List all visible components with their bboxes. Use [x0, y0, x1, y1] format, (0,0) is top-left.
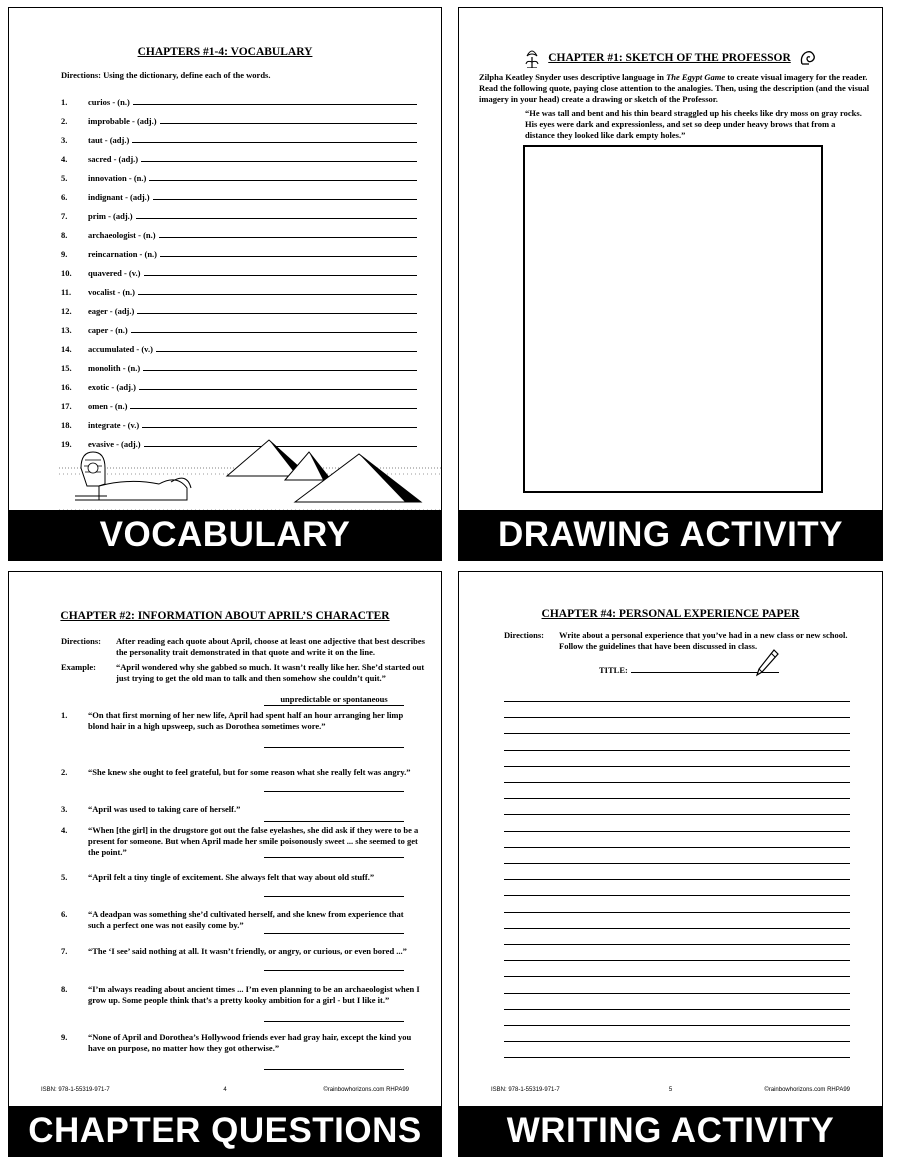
- pencil-icon: [754, 648, 780, 678]
- drawing-intro: [479, 72, 874, 105]
- vocab-item: [61, 202, 417, 221]
- questions-banner: CHAPTER QUESTIONS: [9, 1106, 441, 1156]
- writing-line[interactable]: [504, 993, 850, 994]
- vocab-item-word: exotic - (adj.): [88, 382, 136, 392]
- vocabulary-list: [61, 88, 417, 449]
- drawing-quote: “He was tall and bent and his thin beard straggled up his cheeks like dry moss on gray rocks. His eyes were dark and expressionless, and set so deep under heavy brows that from a distance they looked like dark empty holes.”: [525, 108, 862, 140]
- question-answer-line[interactable]: [264, 1021, 404, 1022]
- question-number: 2.: [61, 767, 68, 777]
- vocab-item-number: 12.: [61, 306, 72, 316]
- vocab-item-word: accumulated - (v.): [88, 344, 153, 354]
- sphinx-pyramids-illustration: [59, 438, 442, 512]
- vocabulary-page: [8, 7, 442, 561]
- question-answer-line[interactable]: [264, 970, 404, 971]
- question-quote: “I’m always reading about ancient times ... I’m even planning to be an archaeologist when I grow up. Some people think that’s a pretty kooky ambition for a girl - but I like it.”: [88, 984, 420, 1005]
- writing-line[interactable]: [504, 863, 850, 864]
- question-quote: “When [the girl] in the drugstore got out the false eyelashes, she did ask if they were to be a present for someone. But when April made her smile poisonously sweet ... she seemed to get the point.”: [88, 825, 419, 857]
- drawing-title: CHAPTER #1: SKETCH OF THE PROFESSOR: [548, 52, 791, 64]
- vocab-item: [61, 411, 417, 430]
- vocab-item-number: 4.: [61, 154, 68, 164]
- questions-page: [8, 571, 442, 1157]
- vocab-item-word: taut - (adj.): [88, 135, 130, 145]
- vocab-item-word: vocalist - (n.): [88, 287, 135, 297]
- writing-line[interactable]: [504, 701, 850, 702]
- drawing-intro-book: The Egypt Game: [666, 72, 726, 82]
- vocab-answer-line[interactable]: [131, 332, 417, 333]
- vocab-item: [61, 259, 417, 278]
- vocab-item-number: 19.: [61, 439, 72, 449]
- vocab-answer-line[interactable]: [143, 370, 417, 371]
- footer-page-number: 4: [223, 1087, 227, 1093]
- vocab-item-word: evasive - (adj.): [88, 439, 141, 449]
- question-quote: “On that first morning of her new life, April had spent half an hour arranging her limp blond hair in a high upsweep, such as Dorothea sometimes wore.”: [88, 710, 404, 731]
- questions-title: CHAPTER #2: INFORMATION ABOUT APRIL’S CHARACTER: [60, 610, 390, 622]
- vocab-item-number: 11.: [61, 287, 72, 297]
- vocab-item: [61, 183, 417, 202]
- questions-example-label: Example:: [61, 662, 96, 672]
- vocab-item-word: monolith - (n.): [88, 363, 141, 373]
- questions-footer: [41, 1087, 409, 1093]
- vocab-item-number: 5.: [61, 173, 68, 183]
- vocab-answer-line[interactable]: [153, 199, 417, 200]
- writing-line[interactable]: [504, 1025, 850, 1026]
- question-number: 6.: [61, 909, 68, 919]
- writing-line[interactable]: [504, 1041, 850, 1042]
- vocab-answer-line[interactable]: [141, 161, 417, 162]
- vocab-item: [61, 335, 417, 354]
- vocab-item-word: prim - (adj.): [88, 211, 133, 221]
- vocab-item-number: 3.: [61, 135, 68, 145]
- drawing-banner: DRAWING ACTIVITY: [459, 510, 882, 560]
- footer-page-number: 5: [668, 1087, 673, 1093]
- vocab-item: [61, 316, 417, 335]
- question-quote: “She knew she ought to feel grateful, but for some reason what she really felt was angry.”: [88, 767, 411, 777]
- writing-line[interactable]: [504, 976, 850, 977]
- vocab-item-word: omen - (n.): [88, 401, 128, 411]
- vocab-item: [61, 221, 417, 240]
- drawing-intro-b: to create visual imagery for the reader. Read the following quote, paying close attention to the analogies. Then, using the description (and the visual imagery in your head) create a drawing or sketch of the Professor.: [479, 72, 870, 104]
- vocab-answer-line[interactable]: [133, 104, 417, 105]
- vocab-item-number: 8.: [61, 230, 68, 240]
- writing-line[interactable]: [504, 717, 850, 718]
- vocab-item: [61, 145, 417, 164]
- drawing-intro-a: Zilpha Keatley Snyder uses descriptive language in: [479, 72, 667, 82]
- vocab-answer-line[interactable]: [160, 256, 417, 257]
- vocab-item-number: 14.: [61, 344, 72, 354]
- drawing-header: [459, 48, 882, 68]
- vocab-item: [61, 126, 417, 145]
- vocab-item-number: 18.: [61, 420, 72, 430]
- vocab-answer-line[interactable]: [142, 427, 417, 428]
- drawing-page: [458, 7, 883, 561]
- question-answer-line[interactable]: [264, 747, 404, 748]
- vocab-item-number: 7.: [61, 211, 68, 221]
- vocab-answer-line[interactable]: [130, 408, 417, 409]
- vocab-item-word: integrate - (v.): [88, 420, 140, 430]
- writing-line[interactable]: [504, 928, 850, 929]
- writing-title-field[interactable]: [599, 665, 779, 675]
- writing-line[interactable]: [504, 831, 850, 832]
- vocab-item: [61, 278, 417, 297]
- vocabulary-title: CHAPTERS #1-4: VOCABULARY: [137, 46, 313, 58]
- question-answer-line[interactable]: [264, 821, 404, 822]
- writing-title: CHAPTER #4: PERSONAL EXPERIENCE PAPER: [541, 608, 800, 620]
- vocab-answer-line[interactable]: [132, 142, 417, 143]
- writing-line[interactable]: [504, 782, 850, 783]
- writing-line[interactable]: [504, 814, 850, 815]
- question-quote: “April felt a tiny tingle of excitement. She always felt that way about old stuff.”: [88, 872, 375, 882]
- flower-icon: [524, 48, 540, 68]
- vocab-answer-line[interactable]: [136, 218, 417, 219]
- questions-directions-label: Directions:: [61, 636, 101, 646]
- vocab-item-word: caper - (n.): [88, 325, 128, 335]
- vocab-item-word: quavered - (v.): [88, 268, 141, 278]
- vocab-answer-line[interactable]: [144, 275, 418, 276]
- question-answer-line[interactable]: [264, 1069, 404, 1070]
- vocab-answer-line[interactable]: [138, 294, 417, 295]
- question-number: 3.: [61, 804, 68, 814]
- vocab-item-number: 17.: [61, 401, 72, 411]
- vocab-item: [61, 392, 417, 411]
- vocab-item: [61, 88, 417, 107]
- writing-line[interactable]: [504, 1009, 850, 1010]
- vocab-item-word: indignant - (adj.): [88, 192, 150, 202]
- question-quote: “The ‘I see’ said nothing at all. It wasn’t friendly, or angry, or curious, or even bored ...”: [88, 946, 407, 956]
- question-answer-line[interactable]: [264, 896, 404, 897]
- vocab-item-number: 15.: [61, 363, 72, 373]
- footer-isbn: ISBN: 978-1-55319-971-7: [491, 1087, 560, 1093]
- vocab-item: [61, 373, 417, 392]
- vocab-answer-line[interactable]: [160, 123, 417, 124]
- vocab-item: [61, 354, 417, 373]
- writing-line[interactable]: [504, 750, 850, 751]
- vocab-answer-line[interactable]: [149, 180, 417, 181]
- vocab-item-word: curios - (n.): [88, 97, 130, 107]
- questions-example: “April wondered why she gabbed so much. It wasn’t really like her. She’d started out just trying to get the old man to talk and then somehow she couldn’t quit.”: [116, 662, 425, 683]
- vocab-item-number: 16.: [61, 382, 72, 392]
- questions-directions: After reading each quote about April, choose at least one adjective that best describes the personality trait demonstrated in that quote and write it on the line.: [116, 636, 425, 657]
- writing-line[interactable]: [504, 960, 850, 961]
- ankh-bird-icon: [799, 49, 817, 67]
- vocab-item-number: 6.: [61, 192, 68, 202]
- writing-line[interactable]: [504, 912, 850, 913]
- question-number: 4.: [61, 825, 68, 835]
- question-quote: “None of April and Dorothea’s Hollywood friends ever had gray hair, except the kind you have on purpose, no matter how they got otherwise.”: [88, 1032, 412, 1053]
- writing-line[interactable]: [504, 1057, 850, 1058]
- vocab-item: [61, 240, 417, 259]
- question-quote: “A deadpan was something she’d cultivated herself, and she knew from experience that such a perfect one was not easily come by.”: [88, 909, 404, 930]
- writing-line[interactable]: [504, 879, 850, 880]
- vocab-answer-line[interactable]: [137, 313, 417, 314]
- vocab-item-word: archaeologist - (n.): [88, 230, 156, 240]
- vocabulary-directions: Directions: Using the dictionary, define each of the words.: [61, 70, 271, 80]
- vocab-answer-line[interactable]: [156, 351, 417, 352]
- vocab-answer-line[interactable]: [139, 389, 417, 390]
- drawing-box[interactable]: [523, 145, 823, 493]
- vocab-item-number: 1.: [61, 97, 68, 107]
- questions-example-answer: unpredictable or spontaneous: [264, 694, 404, 706]
- question-number: 9.: [61, 1032, 68, 1042]
- question-number: 7.: [61, 946, 68, 956]
- question-answer-line[interactable]: [264, 933, 404, 934]
- vocab-answer-line[interactable]: [159, 237, 417, 238]
- footer-isbn: ISBN: 978-1-55319-971-7: [41, 1087, 110, 1093]
- writing-directions: Write about a personal experience that you’ve had in a new class or new school. Follow the guidelines that have been discussed in class.: [559, 630, 848, 651]
- vocab-item-word: innovation - (n.): [88, 173, 147, 183]
- question-number: 5.: [61, 872, 68, 882]
- question-number: 1.: [61, 710, 68, 720]
- writing-line[interactable]: [504, 944, 850, 945]
- vocab-item-number: 10.: [61, 268, 72, 278]
- question-quote: “April was used to taking care of herself.”: [88, 804, 241, 814]
- writing-title-label: TITLE:: [599, 665, 628, 675]
- writing-page: [458, 571, 883, 1157]
- vocab-item-word: improbable - (adj.): [88, 116, 157, 126]
- writing-footer: [491, 1087, 850, 1093]
- writing-line[interactable]: [504, 733, 850, 734]
- writing-directions-label: Directions:: [504, 630, 544, 640]
- writing-line[interactable]: [504, 766, 850, 767]
- footer-copyright: ©rainbowhorizons.com RHPA99: [323, 1087, 409, 1093]
- vocab-item: [61, 297, 417, 316]
- vocab-item-word: eager - (adj.): [88, 306, 135, 316]
- writing-line[interactable]: [504, 847, 850, 848]
- vocab-item-number: 2.: [61, 116, 68, 126]
- vocab-item-word: reincarnation - (n.): [88, 249, 158, 259]
- vocab-item-number: 13.: [61, 325, 72, 335]
- footer-copyright: ©rainbowhorizons.com RHPA99: [764, 1087, 850, 1093]
- question-number: 8.: [61, 984, 68, 994]
- vocabulary-banner: VOCABULARY: [9, 510, 441, 560]
- question-answer-line[interactable]: [264, 791, 404, 792]
- writing-banner: WRITING ACTIVITY: [459, 1106, 882, 1156]
- vocab-item-number: 9.: [61, 249, 68, 259]
- vocab-item: [61, 164, 417, 183]
- vocab-item-word: sacred - (adj.): [88, 154, 139, 164]
- writing-line[interactable]: [504, 895, 850, 896]
- question-answer-line[interactable]: [264, 857, 404, 858]
- writing-line[interactable]: [504, 798, 850, 799]
- vocab-item: [61, 107, 417, 126]
